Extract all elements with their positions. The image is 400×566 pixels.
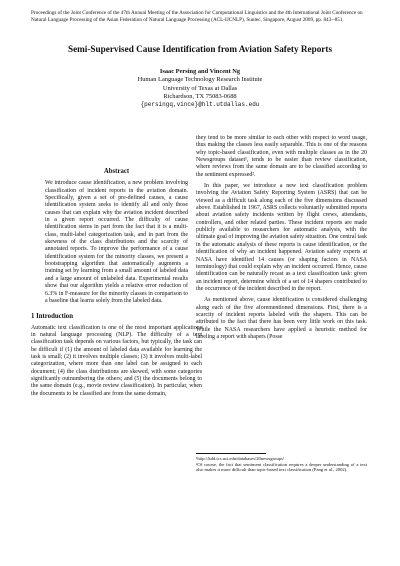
author-names: Isaac Persing and Vincent Ng: [159, 68, 241, 75]
abstract-heading: Abstract: [103, 168, 130, 175]
footnote-2: ²Of course, the fact that sentiment classification requires a deeper understanding of a text also makes it more difficult than topic-based text classification (Pang et al., 2002).: [196, 461, 367, 473]
author-institute: Human Language Technology Research Institute: [137, 76, 263, 84]
author-email: {persingq,vince}@hlt.utdallas.edu: [140, 101, 260, 109]
abstract-text: We introduce cause identification, a new problem involving classification of incident reports in the aviation domain. Specifically, given a set of pre-defined causes, a cause identification system seeks to identify all and only those causes that can explain why the aviation incident described in a given report occurred. The difficulty of cause identification stems in part from the fact that it is a multi-class, multi-label categorization task, and in part from the skewness of the class distributions and the scarcity of annotated reports. To improve the performance of a cause identification system for the minority classes, we present a bootstrapping algorithm that automatically augments a training set by learning from a small amount of labeled data and a large amount of unlabeled data. Experimental results show that our algorithm yields a relative error reduction of 6.3% in F-measure for the minority classes in comparison to a baseline that learns solely from the labeled data.: [45, 180, 188, 304]
author-block: [0, 68, 400, 109]
left-column: [31, 168, 202, 398]
introduction-paragraph-1: Automatic text classification is one of the most important applications in natural language processing (NLP). The difficulty of a text classification task depends on various factors, but typically, the task can be difficult if (1) the amount of labeled data available for learning the task is small; (2) it involves multiple classes; (3) it involves multi-label categorization, where more than one label can be assigned to each document; (4) the class distributions are skewed, with some categories significantly outnumbering the others; and (5) the documents belong to the same domain (e.g., movie review classification). In particular, when the documents to be classified are from the same domain,: [31, 324, 202, 397]
footnote-rule: [196, 453, 266, 454]
footnote-1: ¹http://kdd.ics.uci.edu/databases/20newsgroups/: [196, 456, 285, 461]
author-city: Richardson, TX 75083-0688: [163, 92, 237, 100]
introduction-paragraph-3: As mentioned above, cause identification is considered challenging along each of the five aforementioned dimensions. First, there is a scarcity of incident reports labeled with the shapers. This can be attributed to the fact that there has been very little work on this task. While the NASA researchers have applied a heuristic method for labeling a report with shapers (Posse: [196, 297, 367, 340]
paper-title: Semi-Supervised Cause Identification from Aviation Safety Reports: [67, 44, 333, 54]
right-column: [196, 135, 367, 447]
footnotes: [196, 453, 367, 473]
introduction-paragraph-2: In this paper, we introduce a new text classification problem involving the Aviation Safety Reporting System (ASRS) that can be viewed as a difficult task along each of the five dimensions discussed above. Established in 1967, ASRS collects voluntarily submitted reports about aviation safety incidents written by flight crews, attendants, controllers, and other related parties. These incident reports are made publicly available to researchers for automatic analysis, with the ultimate goal of improving the aviation safety situation. One central task in the automatic analysis of these reports is cause identification, or the identification of why an incident happened. Aviation safety experts at NASA have identified 14 causes (or shaping factors in NASA terminology) that could explain why an incident occurred. Hence, cause identification can be naturally recast as a text classification task: given an incident report, determine which of a set of 14 shapers contributed to the occurrence of the incident described in the report.: [196, 183, 367, 292]
introduction-heading: 1 Introduction: [31, 313, 73, 321]
introduction-paragraph-1-continued: they tend to be more similar to each other with respect to word usage, thus making the classes less easily separable. This is one of the reasons why topic-based classification, even with multiple classes as in the 20 Newsgroups dataset¹, tends to be easier than review classification, where reviews from the same domain are to be classified according to the sentiment expressed².: [196, 135, 367, 178]
proceedings-header: Proceedings of the Joint Conference of the 47th Annual Meeting of the Association for Computational Linguistics and the 4th International Joint Conference on Natural Language Processing of the Asian Federation of Natural Language Processing (ACL-IJCNLP), Suntec, Singapore, August 2009, pp. 843--851.: [31, 10, 363, 23]
author-university: University of Texas at Dallas: [162, 84, 238, 92]
